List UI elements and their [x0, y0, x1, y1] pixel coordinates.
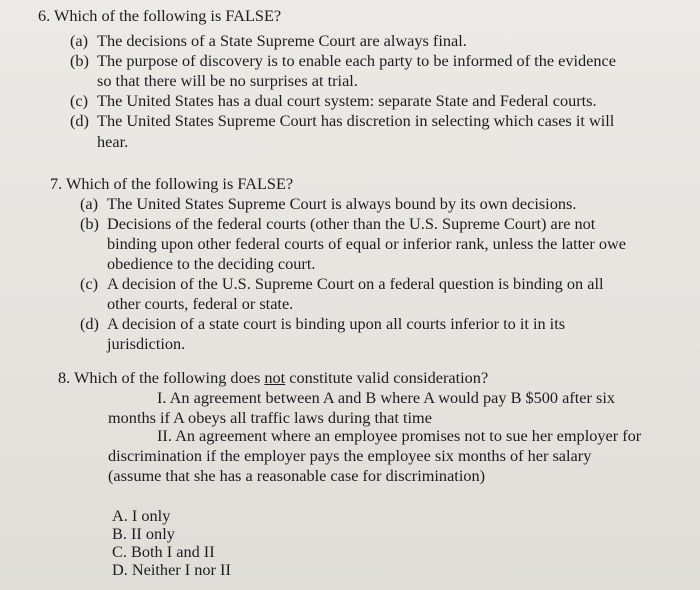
q6-option-a-label: (a)	[70, 31, 89, 50]
q7-option-a-text: The United States Supreme Court is always bound by its own decisions.	[107, 194, 577, 213]
q8-stem-pre: 8. Which of the following does	[58, 368, 265, 387]
question-8-stem	[58, 368, 488, 388]
q8-statement-2-line-3: (assume that she has a reasonable case for discrimination)	[108, 466, 486, 485]
question-6-stem: 6. Which of the following is FALSE?	[38, 6, 282, 25]
q6-option-b-text-1: The purpose of discovery is to enable each party to be informed of the evidence	[97, 51, 616, 70]
q6-option-d-label: (d)	[70, 111, 89, 130]
q6-option-b-text-2: so that there will be no surprises at trial.	[97, 71, 358, 90]
q6-option-d-text-1: The United States Supreme Court has discretion in selecting which cases it will	[97, 111, 615, 130]
q8-choice-c: C. Both I and II	[112, 542, 215, 561]
q6-option-a-text: The decisions of a State Supreme Court are always final.	[97, 31, 467, 50]
q7-option-c-text-2: other courts, federal or state.	[107, 294, 294, 313]
q6-option-c-text: The United States has a dual court system: separate State and Federal courts.	[97, 91, 597, 110]
question-7-stem: 7. Which of the following is FALSE?	[50, 174, 294, 193]
q7-option-d-text-1: A decision of a state court is binding upon all courts inferior to it in its	[107, 314, 566, 333]
q6-option-b-label: (b)	[70, 51, 89, 70]
q7-option-d-text-2: jurisdiction.	[107, 334, 186, 353]
q8-choice-b: B. II only	[112, 524, 175, 543]
q8-statement-2-line-2: discrimination if the employer pays the employee six months of her salary	[108, 446, 592, 465]
q7-option-b-text-3: obedience to the deciding court.	[107, 254, 316, 273]
q8-choice-a: A. I only	[112, 506, 171, 525]
q7-option-d-label: (d)	[80, 314, 99, 333]
q8-statement-1-line-2: months if A obeys all traffic laws during that time	[108, 408, 432, 427]
q7-option-b-label: (b)	[80, 214, 99, 233]
q7-option-b-text-1: Decisions of the federal courts (other than the U.S. Supreme Court) are not	[107, 214, 596, 233]
q8-choice-d: D. Neither I nor II	[112, 560, 231, 579]
q8-stem-underlined: not	[264, 368, 286, 387]
q8-statement-2-line-1: II. An agreement where an employee promises not to sue her employer for	[157, 426, 642, 445]
q6-option-c-label: (c)	[70, 91, 89, 110]
q7-option-c-text-1: A decision of the U.S. Supreme Court on a federal question is binding on all	[107, 274, 604, 293]
q7-option-b-text-2: binding upon other federal courts of equal or inferior rank, unless the latter owe	[107, 234, 627, 253]
q6-option-d-text-2: hear.	[97, 132, 129, 151]
q8-statement-1-line-1: I. An agreement between A and B where A would pay B $500 after six	[157, 388, 616, 407]
q7-option-a-label: (a)	[80, 194, 99, 213]
q8-stem-post: constitute valid consideration?	[285, 368, 489, 387]
q7-option-c-label: (c)	[80, 274, 99, 293]
